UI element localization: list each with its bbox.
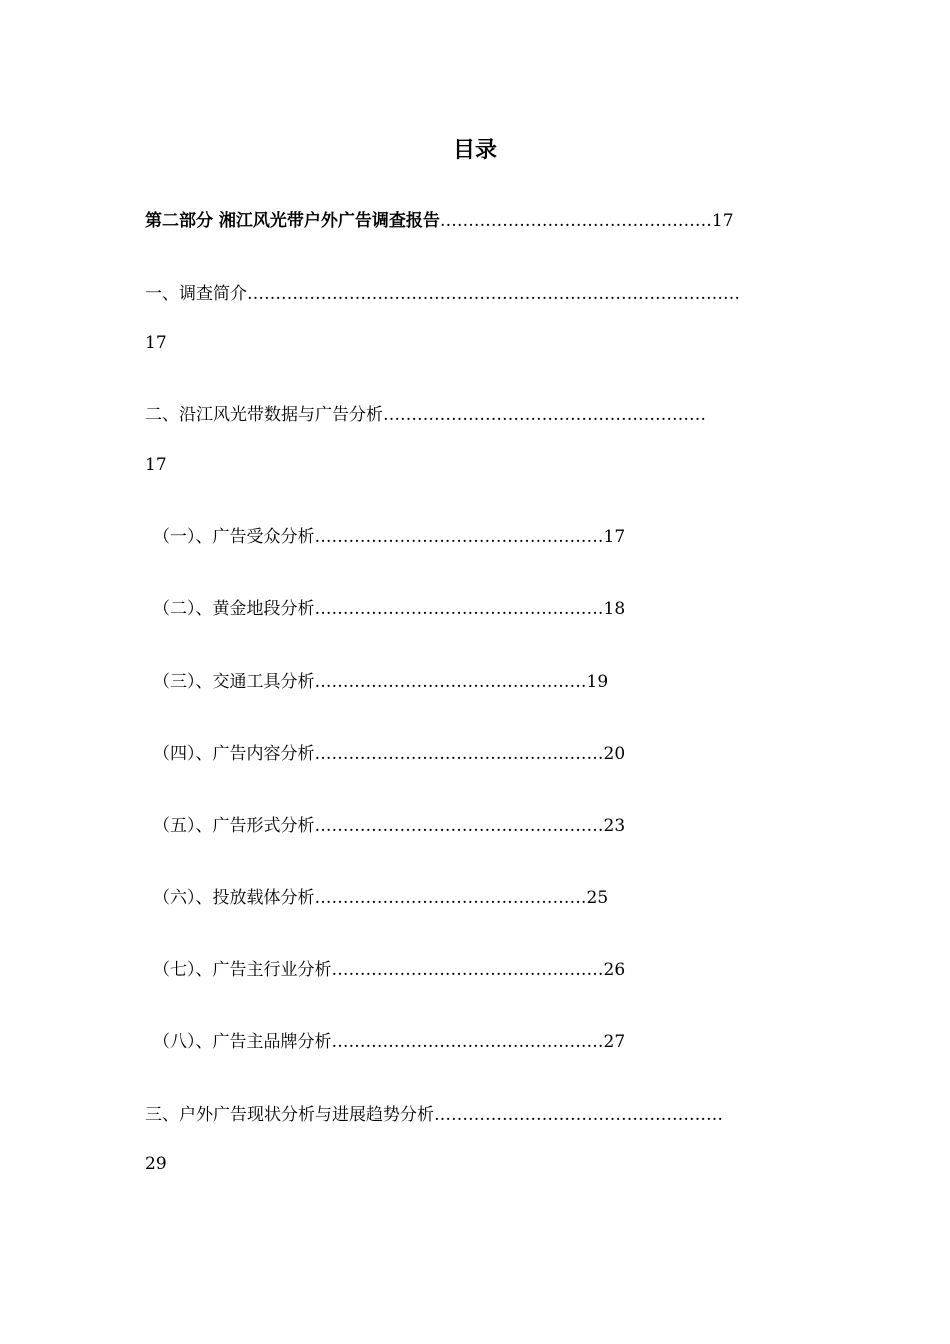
toc-leader-dots: …………………………………………	[314, 888, 587, 908]
toc-entry-riverside-analysis[interactable]	[145, 403, 706, 427]
toc-entry-part-two[interactable]	[145, 209, 734, 233]
toc-leader-dots: …………………………………………	[331, 960, 604, 980]
toc-entry-audience[interactable]	[153, 525, 625, 549]
toc-entry-advertiser-industry[interactable]	[153, 958, 625, 982]
toc-entry-text: 三、户外广告现状分析与进展趋势分析	[145, 1105, 434, 1125]
toc-entry-text: （二）、黄金地段分析	[153, 599, 315, 619]
toc-entry-text: （一）、广告受众分析	[153, 527, 315, 547]
toc-entry-ad-content[interactable]	[153, 742, 625, 766]
toc-page-number: 25	[586, 888, 609, 908]
toc-entry-text: （六）、投放载体分析	[153, 888, 315, 908]
toc-page-number: 23	[603, 816, 626, 836]
toc-leader-dots: ……………………………………………	[314, 816, 604, 836]
toc-entry-text: 一、调查简介	[145, 284, 247, 304]
toc-leader-dots: …………………………………………	[439, 211, 712, 231]
toc-page-number: 17	[145, 455, 167, 475]
toc-entry-text: （八）、广告主品牌分析	[153, 1032, 332, 1052]
toc-leader-dots: ……………………………………………	[314, 599, 604, 619]
toc-entry-text: 第二部分 湘江风光带户外广告调查报告	[145, 211, 440, 231]
toc-entry-text: （三）、交通工具分析	[153, 672, 315, 692]
toc-entry-survey-intro[interactable]	[145, 282, 740, 306]
toc-entry-carrier[interactable]	[153, 886, 608, 910]
toc-entry-status-trend[interactable]	[145, 1103, 723, 1127]
toc-page-number: 19	[586, 672, 609, 692]
toc-entry-text: （五）、广告形式分析	[153, 816, 315, 836]
toc-leader-dots: …………………………………………	[314, 672, 587, 692]
toc-leader-dots: ……………………………………………………………………………	[247, 284, 740, 304]
toc-entry-advertiser-brand[interactable]	[153, 1030, 625, 1054]
toc-entry-transport[interactable]	[153, 670, 608, 694]
toc-leader-dots: ……………………………………………	[314, 527, 604, 547]
toc-leader-dots: …………………………………………………	[383, 405, 706, 425]
toc-entry-ad-form[interactable]	[153, 814, 625, 838]
toc-leader-dots: …………………………………………	[331, 1032, 604, 1052]
toc-page-number: 20	[603, 744, 626, 764]
toc-entry-text: （四）、广告内容分析	[153, 744, 315, 764]
toc-entry-text: 二、沿江风光带数据与广告分析	[145, 405, 383, 425]
toc-page-number: 17	[145, 333, 167, 353]
toc-entry-golden-location[interactable]	[153, 597, 625, 621]
toc-leader-dots: ……………………………………………	[314, 744, 604, 764]
page-title: 目录	[452, 137, 497, 163]
toc-page-number: 18	[603, 599, 626, 619]
toc-page-number: 17	[603, 527, 626, 547]
toc-page-number: 26	[603, 960, 626, 980]
toc-page-number: 27	[603, 1032, 626, 1052]
toc-page-number: 29	[145, 1154, 167, 1174]
toc-leader-dots: ……………………………………………	[434, 1105, 723, 1125]
toc-entry-text: （七）、广告主行业分析	[153, 960, 332, 980]
toc-page-number: 17	[711, 211, 734, 231]
